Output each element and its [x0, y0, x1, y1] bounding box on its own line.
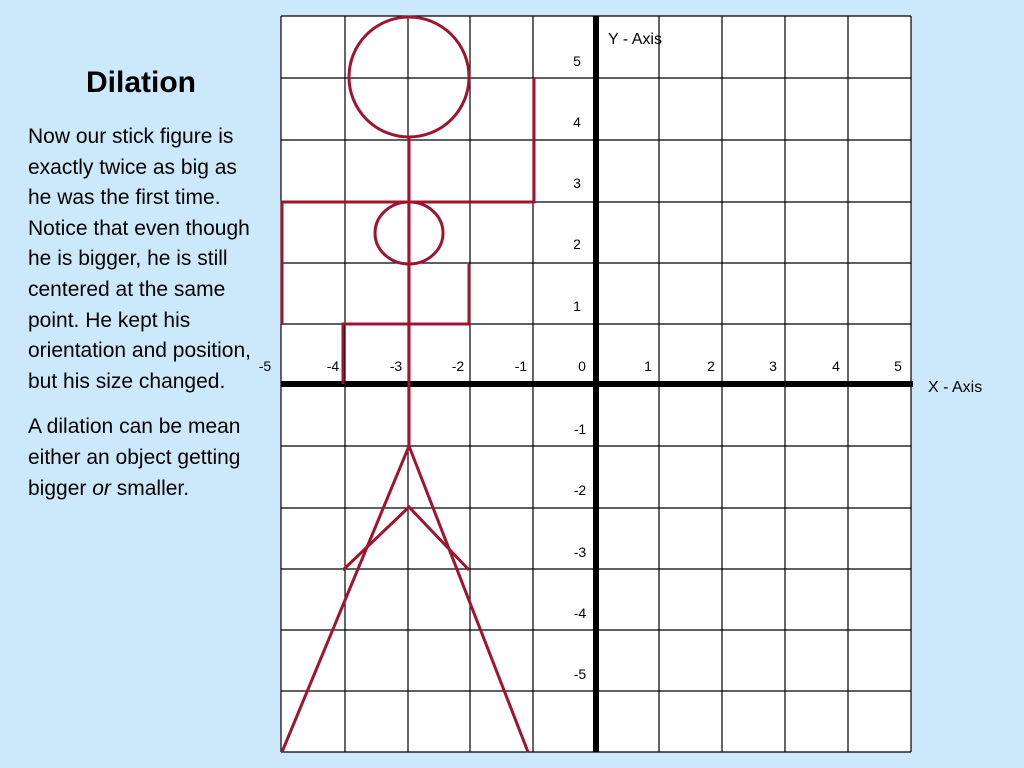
- y-tick-label: 3: [573, 175, 581, 191]
- y-tick-label: -2: [573, 482, 587, 498]
- y-tick-label: 2: [573, 236, 581, 252]
- y-tick-label: -4: [573, 605, 587, 621]
- x-tick-label: 1: [644, 358, 652, 374]
- y-tick-label: 4: [573, 114, 581, 130]
- y-axis-label: Y - Axis: [608, 31, 662, 48]
- x-axis-label: X - Axis: [928, 379, 983, 396]
- paragraph-dilation-description: Now our stick figure is exactly twice as big as he was the first time. Notice that even though he is bigger, he is still centered at the same point. He kept his orientation and position, but his size changed.: [28, 125, 251, 393]
- y-tick-label: 1: [573, 298, 581, 314]
- y-tick-label: -5: [573, 666, 587, 682]
- slide-title: Dilation: [86, 66, 196, 99]
- x-tick-label: -4: [326, 358, 340, 374]
- x-tick-label: -1: [514, 358, 528, 374]
- x-tick-label: -2: [451, 358, 465, 374]
- x-tick-label: 0: [578, 358, 586, 374]
- y-tick-label: 5: [573, 53, 581, 69]
- x-tick-label: -3: [389, 358, 403, 374]
- definition-emphasis: or: [92, 476, 111, 500]
- definition-text-before: A dilation can be mean either an object getting bigger: [28, 415, 241, 500]
- x-tick-label: 3: [769, 358, 777, 374]
- y-tick-label: -3: [573, 544, 587, 560]
- x-tick-label: 2: [707, 358, 715, 374]
- definition-text-after: smaller.: [110, 476, 190, 500]
- x-tick-label: 5: [894, 358, 902, 374]
- x-tick-label: -5: [258, 358, 272, 374]
- y-tick-label: -1: [573, 421, 587, 437]
- x-tick-label: 4: [832, 358, 840, 374]
